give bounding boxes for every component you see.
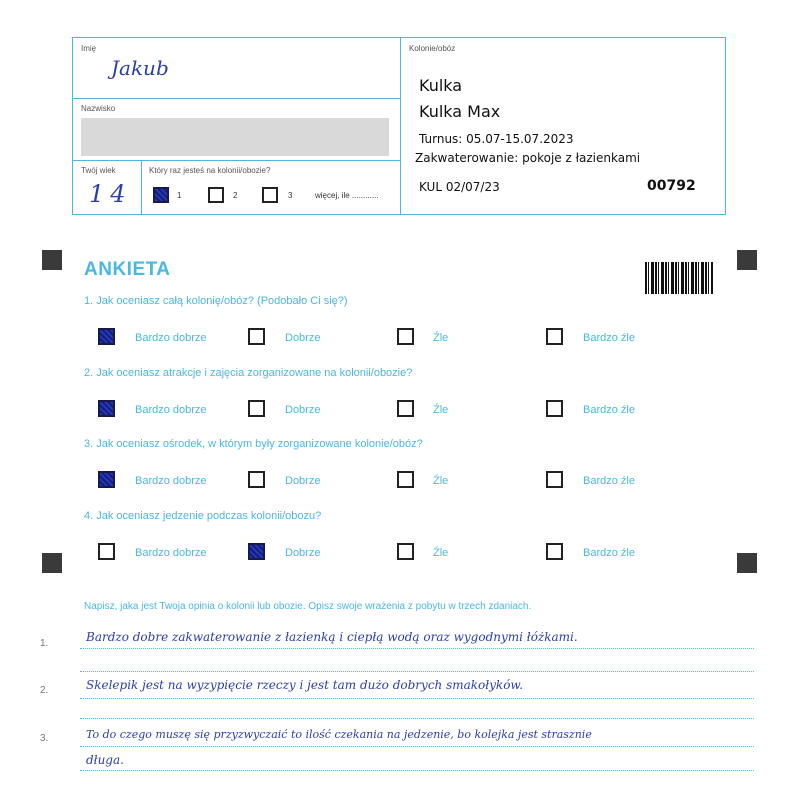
q4-option-bardzo-zle: Bardzo źle: [583, 547, 635, 559]
header-line: [141, 160, 142, 214]
times-option-1: 1: [177, 191, 182, 200]
registration-marker: [42, 250, 62, 270]
q2-option-bardzo-zle: Bardzo źle: [583, 404, 635, 416]
header-box: [72, 37, 726, 215]
q3-checkbox-bardzo-zle[interactable]: [546, 471, 563, 488]
q4-checkbox-zle[interactable]: [397, 543, 414, 560]
q3-checkbox-dobrze[interactable]: [248, 471, 265, 488]
age-value: 14: [89, 180, 132, 208]
accommodation: Zakwaterowanie: pokoje z łazienkami: [415, 151, 641, 165]
answer-number-2: 2.: [40, 685, 49, 696]
q4-option-bardzo-dobrze: Bardzo dobrze: [135, 547, 207, 559]
q4-option-dobrze: Dobrze: [285, 547, 321, 559]
q4-checkbox-dobrze[interactable]: [248, 543, 265, 560]
camp-name-2: Kulka Max: [419, 102, 501, 121]
q1-option-dobrze: Dobrze: [285, 332, 321, 344]
question-4: 4. Jak oceniasz jedzenie podczas kolonii/obozu?: [84, 510, 322, 522]
opinion-prompt: Napisz, jaka jest Twoja opinia o kolonii lub obozie. Opisz swoje wrażenia z pobytu w trzech zdaniach.: [84, 601, 532, 612]
q4-checkbox-bardzo-dobrze[interactable]: [98, 543, 115, 560]
q2-checkbox-bardzo-dobrze[interactable]: [98, 400, 115, 417]
times-option-3: 3: [288, 191, 293, 200]
camp-label: Kolonie/obóz: [409, 44, 456, 53]
question-3: 3. Jak oceniasz ośrodek, w którym były zorganizowane kolonie/obóz?: [84, 438, 423, 450]
times-label: Który raz jesteś na kolonii/obozie?: [149, 166, 271, 175]
barcode: [645, 262, 713, 294]
q1-checkbox-zle[interactable]: [397, 328, 414, 345]
answer-2: Skelepik jest na wyzypięcie rzeczy i jest tam dużo dobrych smakołyków.: [86, 678, 524, 692]
q4-option-zle: Źle: [433, 547, 449, 559]
answer-line: [80, 698, 754, 699]
surname-label: Nazwisko: [81, 104, 116, 113]
header-line: [73, 98, 400, 99]
camp-code: KUL 02/07/23: [419, 180, 500, 194]
answer-number-1: 1.: [40, 638, 49, 649]
registration-marker: [737, 250, 757, 270]
answer-line: [80, 770, 754, 771]
first-name-label: Imię: [81, 44, 97, 53]
q1-option-bardzo-zle: Bardzo źle: [583, 332, 635, 344]
answer-line: [80, 648, 754, 649]
q3-checkbox-zle[interactable]: [397, 471, 414, 488]
times-more-label: więcej, ile ............: [315, 191, 379, 200]
question-2: 2. Jak oceniasz atrakcje i zajęcia zorganizowane na kolonii/obozie?: [84, 367, 413, 379]
q3-option-dobrze: Dobrze: [285, 475, 321, 487]
q2-option-bardzo-dobrze: Bardzo dobrze: [135, 404, 207, 416]
answer-number-3: 3.: [40, 733, 49, 744]
registration-marker: [42, 553, 62, 573]
q1-checkbox-dobrze[interactable]: [248, 328, 265, 345]
surname-redacted: [81, 118, 389, 156]
q3-checkbox-bardzo-dobrze[interactable]: [98, 471, 115, 488]
times-option-2: 2: [233, 191, 238, 200]
age-label: Twój wiek: [81, 166, 116, 175]
question-1: 1. Jak oceniasz całą kolonię/obóz? (Podobało Ci się?): [84, 295, 348, 307]
answer-line: [80, 671, 754, 672]
header-line: [73, 160, 400, 161]
answer-1: Bardzo dobre zakwaterowanie z łazienką i ciepłą wodą oraz wygodnymi łóżkami.: [86, 630, 578, 644]
q3-option-bardzo-zle: Bardzo źle: [583, 475, 635, 487]
times-checkbox-1[interactable]: [153, 187, 169, 203]
times-checkbox-3[interactable]: [262, 187, 278, 203]
answer-3-continued: długa.: [86, 753, 124, 767]
q2-option-dobrze: Dobrze: [285, 404, 321, 416]
q2-checkbox-bardzo-zle[interactable]: [546, 400, 563, 417]
q1-option-bardzo-dobrze: Bardzo dobrze: [135, 332, 207, 344]
survey-title: ANKIETA: [84, 259, 171, 280]
times-checkbox-2[interactable]: [208, 187, 224, 203]
q1-option-zle: Źle: [433, 332, 449, 344]
q1-checkbox-bardzo-zle[interactable]: [546, 328, 563, 345]
first-name-value: Jakub: [111, 56, 169, 80]
answer-line: [80, 718, 754, 719]
q2-checkbox-dobrze[interactable]: [248, 400, 265, 417]
camp-name-1: Kulka: [419, 76, 463, 95]
q3-option-zle: Źle: [433, 475, 449, 487]
q3-option-bardzo-dobrze: Bardzo dobrze: [135, 475, 207, 487]
q4-checkbox-bardzo-zle[interactable]: [546, 543, 563, 560]
header-divider: [400, 38, 401, 214]
registration-marker: [737, 553, 757, 573]
answer-line: [80, 746, 754, 747]
q2-option-zle: Źle: [433, 404, 449, 416]
turnus: Turnus: 05.07-15.07.2023: [419, 132, 574, 146]
q2-checkbox-zle[interactable]: [397, 400, 414, 417]
q1-checkbox-bardzo-dobrze[interactable]: [98, 328, 115, 345]
form-number: 00792: [647, 178, 696, 194]
answer-3: To do czego muszę się przyzwyczaić to ilość czekania na jedzenie, bo kolejka jest strasznie: [86, 728, 592, 741]
